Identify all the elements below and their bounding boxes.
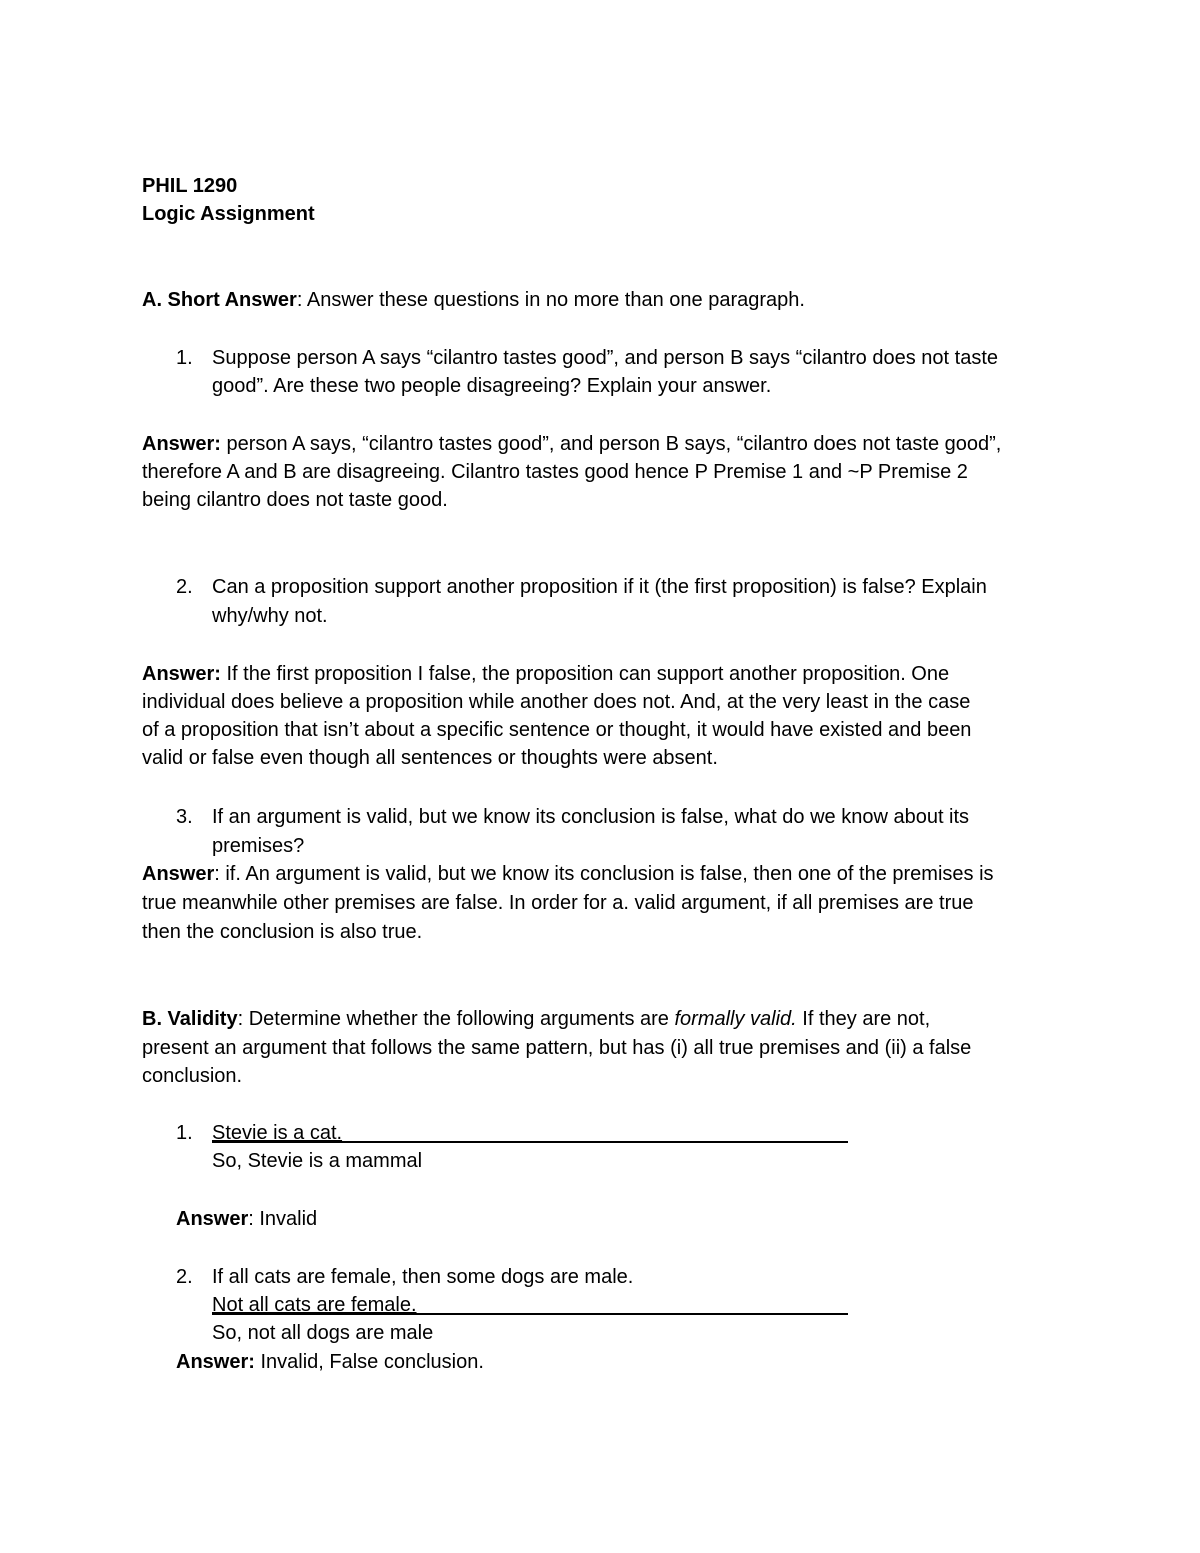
conclusion-text: So, not all dogs are male	[212, 1322, 434, 1344]
premise-text: Not all cats are female.	[212, 1294, 417, 1316]
answer-text: Answer: Invalid	[176, 1208, 318, 1230]
premise-text: If all cats are female, then some dogs are male.	[212, 1266, 634, 1288]
premise-text: Stevie is a cat.	[212, 1122, 343, 1144]
question-text: Suppose person A says “cilantro tastes good”, and person B says “cilantro does not taste	[212, 347, 999, 369]
question-text: Can a proposition support another proposition if it (the first proposition) is false? Explain	[212, 576, 987, 598]
question-text: why/why not.	[212, 605, 328, 627]
question-text: good”. Are these two people disagreeing? Explain your answer.	[212, 375, 772, 397]
assignment-title: Logic Assignment	[142, 203, 315, 225]
answer-text: Answer: person A says, “cilantro tastes good”, and person B says, “cilantro does not taste good”,	[142, 433, 1002, 455]
question-number: 1.	[176, 347, 193, 369]
answer-text: Answer: Invalid, False conclusion.	[176, 1351, 484, 1373]
argument-divider	[212, 1141, 848, 1143]
answer-text: Answer: If the first proposition I false, the proposition can support another proposition. One	[142, 663, 950, 685]
argument-divider	[212, 1313, 848, 1315]
conclusion-text: So, Stevie is a mammal	[212, 1150, 423, 1172]
section-a-heading: A. Short Answer: Answer these questions in no more than one paragraph.	[142, 289, 805, 311]
answer-text: of a proposition that isn’t about a specific sentence or thought, it would have existed and been	[142, 719, 972, 741]
question-number: 2.	[176, 1266, 193, 1288]
question-number: 2.	[176, 576, 193, 598]
answer-text: true meanwhile other premises are false. In order for a. valid argument, if all premises are true	[142, 892, 974, 914]
answer-text: therefore A and B are disagreeing. Cilantro tastes good hence P Premise 1 and ~P Premise 2	[142, 461, 968, 483]
question-number: 3.	[176, 806, 193, 828]
section-b-instruction: conclusion.	[142, 1065, 243, 1087]
course-code: PHIL 1290	[142, 175, 238, 197]
question-text: premises?	[212, 835, 305, 857]
answer-text: valid or false even though all sentences or thoughts were absent.	[142, 747, 718, 769]
section-b-instruction: present an argument that follows the same pattern, but has (i) all true premises and (ii) a false	[142, 1037, 972, 1059]
answer-text: Answer: if. An argument is valid, but we know its conclusion is false, then one of the premises is	[142, 863, 994, 885]
answer-text: being cilantro does not taste good.	[142, 489, 448, 511]
question-text: If an argument is valid, but we know its conclusion is false, what do we know about its	[212, 806, 970, 828]
section-b-heading: B. Validity: Determine whether the following arguments are formally valid. If they are not,	[142, 1008, 931, 1030]
question-number: 1.	[176, 1122, 193, 1144]
answer-text: then the conclusion is also true.	[142, 921, 423, 943]
answer-text: individual does believe a proposition while another does not. And, at the very least in the case	[142, 691, 971, 713]
